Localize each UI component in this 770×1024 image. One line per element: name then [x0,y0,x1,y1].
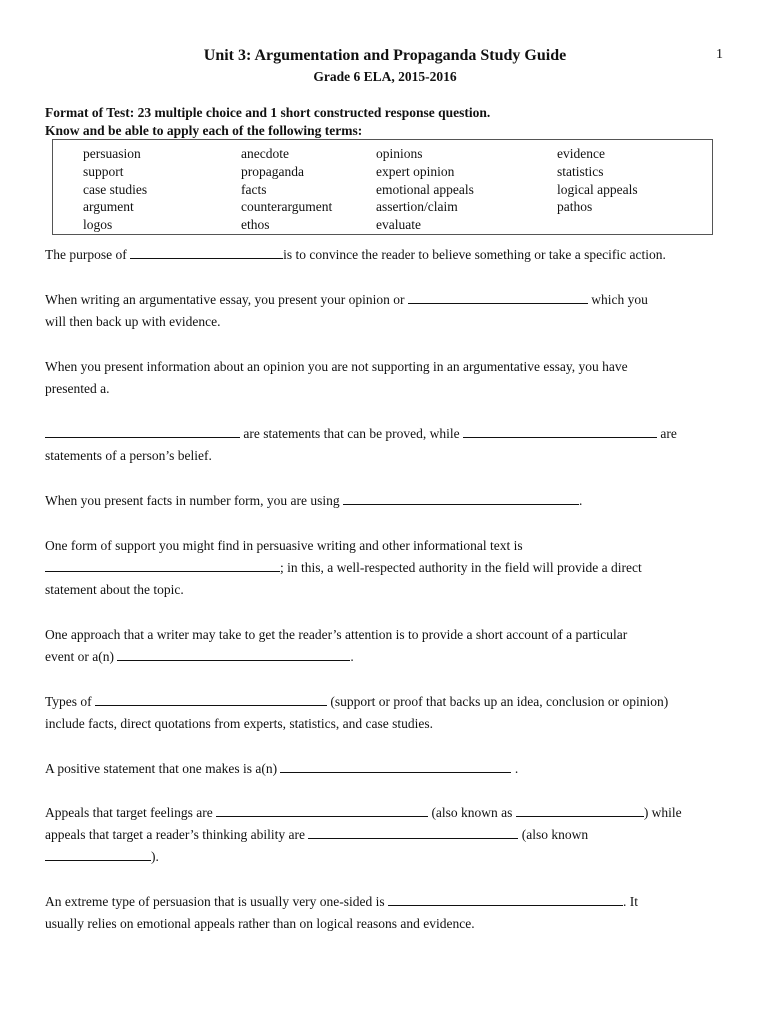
test-format-block [45,104,490,140]
know-line: Know and be able to apply each of the following terms: [45,123,363,138]
question-text: Types of [45,694,96,709]
term: propaganda [241,163,304,179]
term: expert opinion [376,163,455,179]
term: case studies [83,181,148,197]
answer-blank[interactable] [95,691,327,706]
question-text: statements of a person’s belief. [45,448,212,463]
question-text: When writing an argumentative essay, you present your opinion or [45,292,408,307]
question-text: ). [151,849,159,864]
terms-column-4 [557,145,638,216]
term: pathos [557,199,593,215]
answer-blank[interactable] [117,646,350,661]
term: anecdote [241,146,289,161]
question-text: The purpose of [45,247,131,262]
question-text: usually relies on emotional appeals rather than on logical reasons and evidence. [45,916,475,931]
page-title: Unit 3: Argumentation and Propaganda Study Guide [203,47,567,64]
question-text: statement about the topic. [45,582,184,597]
question-purpose [45,244,666,266]
answer-blank[interactable] [130,244,283,259]
term: facts [241,181,267,197]
question-text: (also known [518,827,589,842]
answer-blank[interactable] [388,891,623,906]
term: opinions [376,146,423,161]
term: ethos [241,217,270,233]
term: evidence [557,146,605,161]
answer-blank[interactable] [216,802,428,817]
question-text: . [350,649,354,664]
term: argument [83,199,134,215]
term: evaluate [376,217,421,233]
format-line: Format of Test: 23 multiple choice and 1 short constructed response question. [45,105,491,120]
question-text: Appeals that target feelings are [45,805,217,820]
terms-column-3 [376,145,474,234]
question-text: . [579,493,583,508]
question-propaganda [45,891,638,935]
question-text: An extreme type of persuasion that is usually very one-sided is [45,894,389,909]
question-text: event or a(n) [45,649,118,664]
term: statistics [557,163,604,179]
term: support [83,163,124,179]
question-text: are [657,426,677,441]
question-text: When you present facts in number form, you are using [45,493,344,508]
term: emotional appeals [376,181,474,197]
term: logical appeals [557,181,638,197]
question-text: When you present information about an opinion you are not supporting in an argumentative essay, you have [45,359,628,374]
question-text: (support or proof that backs up an idea, conclusion or opinion) [327,694,669,709]
terms-column-1 [83,145,147,234]
term: persuasion [83,146,141,161]
question-text: are statements that can be proved, while [240,426,464,441]
question-text: A positive statement that one makes is a(n) [45,761,281,776]
question-text: which you [587,292,648,307]
question-opinion [45,289,648,333]
question-assertion [45,758,518,780]
answer-blank[interactable] [343,490,579,505]
answer-blank[interactable] [45,846,151,861]
answer-blank[interactable] [408,289,588,304]
answer-blank[interactable] [516,802,644,817]
question-text: include facts, direct quotations from experts, statistics, and case studies. [45,716,434,731]
answer-blank[interactable] [280,758,511,773]
question-text: is to convince the reader to believe something or take a specific action. [283,247,666,262]
question-text: ) while [643,805,682,820]
question-facts-opinions [45,423,677,467]
answer-blank[interactable] [45,557,280,572]
question-anecdote [45,624,627,668]
answer-blank[interactable] [45,423,240,438]
question-counterargument [45,356,628,400]
term: logos [83,217,113,233]
question-appeals [45,802,682,868]
question-text: . [511,761,519,776]
terms-box [52,139,713,235]
question-statistics [45,490,582,512]
question-expert-opinion [45,535,642,601]
term: counterargument [241,199,333,215]
question-evidence [45,691,668,735]
question-text: will then back up with evidence. [45,314,221,329]
answer-blank[interactable] [308,824,518,839]
answer-blank[interactable] [463,423,657,438]
question-text: (also known as [428,805,516,820]
terms-column-2 [241,145,332,234]
question-text: ; in this, a well-respected authority in the field will provide a direct [280,560,642,575]
question-text: presented a. [45,381,110,396]
question-text: One form of support you might find in persuasive writing and other informational text is [45,538,523,553]
page-number: 1 [716,47,723,62]
question-text: One approach that a writer may take to get the reader’s attention is to provide a short account of a particular [45,627,628,642]
term: assertion/claim [376,199,458,215]
question-text: . It [623,894,639,909]
page-subtitle: Grade 6 ELA, 2015-2016 [313,69,457,84]
question-text: appeals that target a reader’s thinking ability are [45,827,309,842]
